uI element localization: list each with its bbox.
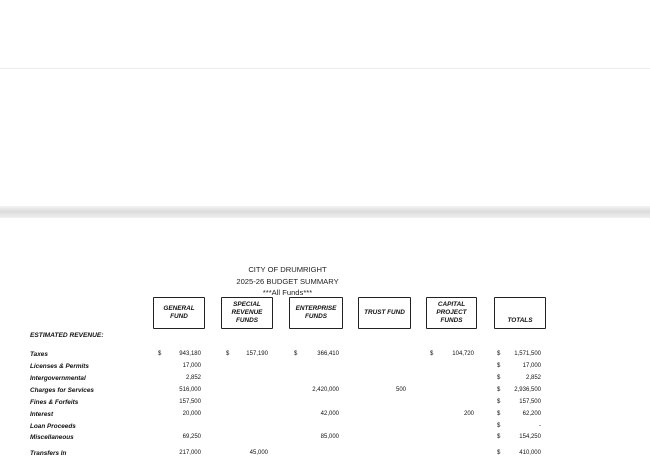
cell-general: 20,000 — [182, 411, 201, 417]
cell-capital: 104,720 — [452, 351, 474, 357]
row-label: Interest — [30, 411, 54, 418]
currency-symbol: $ — [294, 351, 298, 357]
budget-subtitle: 2025-26 BUDGET SUMMARY — [236, 277, 339, 286]
currency-symbol: $ — [158, 351, 162, 357]
table-row — [0, 351, 650, 362]
row-label: Taxes — [30, 351, 48, 358]
currency-symbol: $ — [497, 450, 501, 456]
cell-total: 62,200 — [522, 411, 541, 417]
cell-general: 17,000 — [182, 363, 201, 369]
page-break-gutter — [0, 206, 650, 218]
cell-general: 943,180 — [179, 351, 201, 357]
column-header-capital-project: CAPITAL PROJECT FUNDS — [426, 297, 477, 329]
currency-symbol: $ — [497, 434, 501, 440]
cell-total: 157,500 — [519, 399, 541, 405]
cell-trust: 500 — [395, 387, 406, 393]
cell-total: 17,000 — [522, 363, 541, 369]
column-header-general-fund: GENERAL FUND — [153, 297, 205, 329]
currency-symbol: $ — [497, 363, 501, 369]
city-title: CITY OF DRUMRIGHT — [248, 265, 327, 274]
cell-special: 45,000 — [249, 450, 268, 456]
cell-enterprise: 366,410 — [317, 351, 339, 357]
table-row — [0, 399, 650, 410]
cell-total: 2,936,500 — [514, 387, 541, 393]
funds-scope: ***All Funds*** — [262, 288, 313, 297]
cell-total: 1,571,500 — [514, 351, 541, 357]
currency-symbol: $ — [497, 399, 501, 405]
cell-total: 410,000 — [519, 450, 541, 456]
row-label: Intergovernmental — [30, 375, 86, 382]
row-label: Miscellaneous — [30, 434, 74, 441]
table-row — [0, 434, 650, 445]
currency-symbol: $ — [497, 387, 501, 393]
table-row — [0, 387, 650, 398]
cell-enterprise: 42,000 — [320, 411, 339, 417]
cell-total: 2,852 — [525, 375, 541, 381]
row-label: Licenses & Permits — [30, 363, 89, 370]
row-label: Transfers In — [30, 450, 67, 457]
cell-special: 157,190 — [246, 351, 268, 357]
table-row — [0, 423, 650, 434]
cell-enterprise: 85,000 — [320, 434, 339, 440]
cell-total: 154,250 — [519, 434, 541, 440]
column-header-enterprise: ENTERPRISE FUNDS — [289, 297, 343, 329]
row-label: Charges for Services — [30, 387, 94, 394]
currency-symbol: $ — [226, 351, 230, 357]
table-row — [0, 411, 650, 422]
column-header-special-revenue: SPECIAL REVENUE FUNDS — [221, 297, 273, 329]
currency-symbol: $ — [497, 423, 501, 429]
table-row — [0, 450, 650, 461]
currency-symbol: $ — [497, 411, 501, 417]
cell-general: 69,250 — [182, 434, 201, 440]
cell-general: 516,000 — [179, 387, 201, 393]
cell-general: 157,500 — [179, 399, 201, 405]
cell-general: 217,000 — [179, 450, 201, 456]
column-header-totals: TOTALS — [494, 297, 546, 329]
row-label: Loan Proceeds — [30, 423, 76, 430]
cell-enterprise: 2,420,000 — [312, 387, 339, 393]
cell-total: - — [539, 423, 541, 429]
currency-symbol: $ — [430, 351, 434, 357]
section-estimated-revenue: ESTIMATED REVENUE: — [30, 332, 104, 339]
table-row — [0, 375, 650, 386]
cell-general: 2,852 — [185, 375, 201, 381]
cell-capital: 200 — [463, 411, 474, 417]
currency-symbol: $ — [497, 375, 501, 381]
row-label: Fines & Forfeits — [30, 399, 79, 406]
column-header-trust-fund: TRUST FUND — [358, 297, 411, 329]
table-row — [0, 363, 650, 374]
page-top-rule — [0, 68, 650, 69]
currency-symbol: $ — [497, 351, 501, 357]
